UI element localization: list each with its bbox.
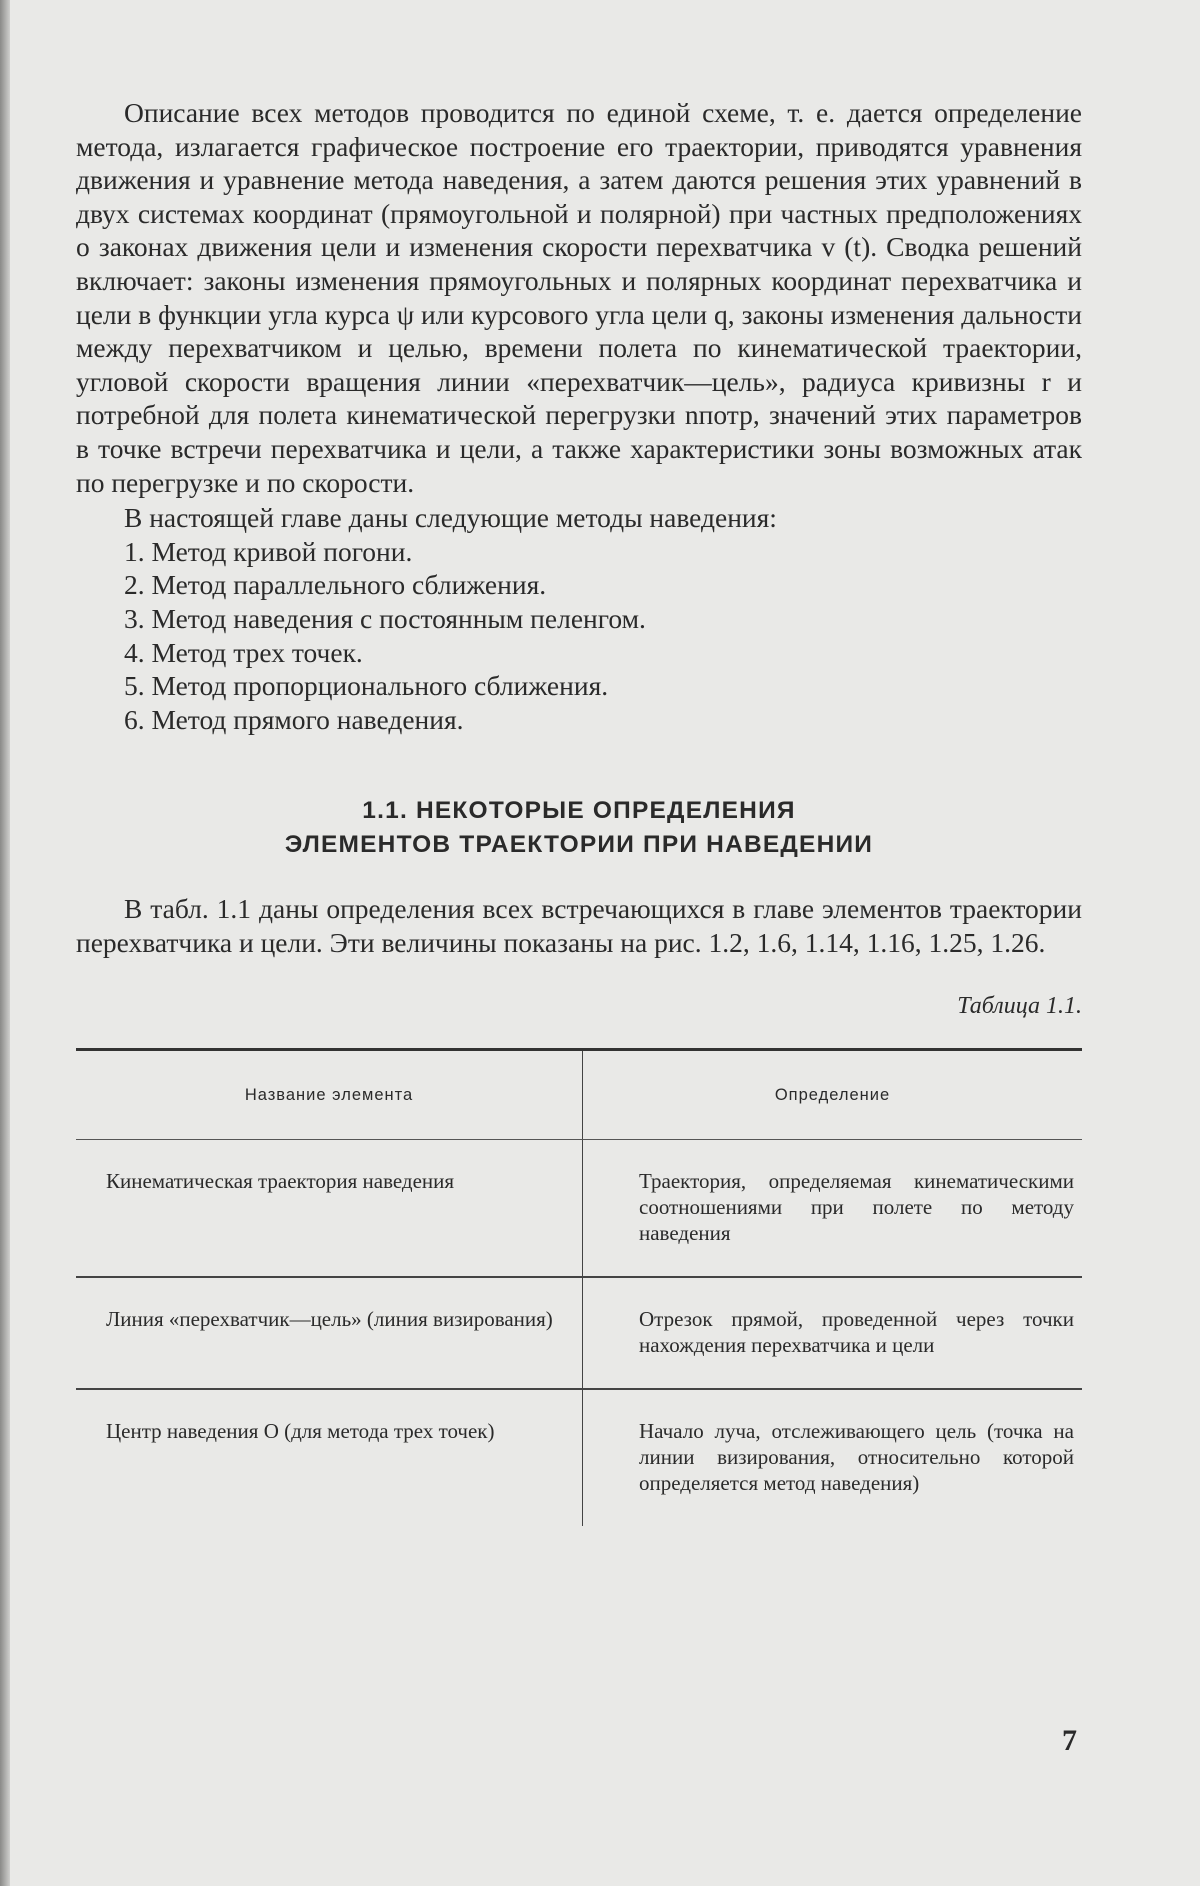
definitions-table xyxy=(76,1048,1082,1526)
table-row xyxy=(76,1277,1082,1389)
section-heading-line: 1.1. НЕКОТОРЫЕ ОПРЕДЕЛЕНИЯ xyxy=(362,797,796,825)
page-content xyxy=(76,96,1082,1526)
element-definition-cell: Траектория, определяемая кинематическими соотношениями при полете по методу наведения xyxy=(583,1140,1083,1278)
intro-paragraph: Описание всех методов проводится по единой схеме, т. е. дается определение метода, излагается графическое построение его траектории, приводятся уравнения движения и уравнение метода наведения, а затем даются решения этих уравнений в двух системах координат (прямоугольной и полярной) при частных предположениях о законах движения цели и изменения скорости перехватчика v (t). Сводка решений включает: законы изменения прямоугольных и полярных координат перехватчика и цели в функции угла курса ψ или курсового угла цели q, законы изменения дальности между перехватчиком и целью, времени полета по кинематической траектории, угловой скорости вращения линии «перехватчик—цель», радиуса кривизны r и потребной для полета кинематической перегрузки nпотр, значений этих параметров в точке встречи перехватчика и цели, а также характеристики зоны возможных атак по перегрузке и по скорости. xyxy=(76,97,1082,498)
table-row xyxy=(76,1389,1082,1526)
table-intro-paragraph: В табл. 1.1 даны определения всех встречающихся в главе элементов траектории перехватчика и цели. Эти величины показаны на рис. 1.2, 1.6, 1.14, 1.16, 1.25, 1.26. xyxy=(76,893,1082,958)
element-name-cell: Линия «перехватчик—цель» (линия визирования) xyxy=(76,1277,583,1389)
page-number: 7 xyxy=(1062,1724,1077,1757)
list-item: 5. Метод пропорционального сближения. xyxy=(124,670,609,702)
page-binding-edge xyxy=(0,0,10,1886)
element-name-cell: Кинематическая траектория наведения xyxy=(76,1140,583,1278)
list-item: 3. Метод наведения с постоянным пеленгом. xyxy=(124,602,646,634)
table-row xyxy=(76,1140,1082,1278)
element-definition-cell: Отрезок прямой, проведенной через точки нахождения перехватчика и цели xyxy=(583,1277,1083,1389)
element-name-cell: Центр наведения O (для метода трех точек) xyxy=(76,1389,583,1526)
methods-list-intro: В настоящей главе даны следующие методы наведения: xyxy=(124,502,777,534)
list-item: 2. Метод параллельного сближения. xyxy=(124,569,547,601)
table-header-row xyxy=(76,1050,1082,1140)
element-definition-cell: Начало луча, отслеживающего цель (точка на линии визирования, относительно которой определяется метод наведения) xyxy=(639,1419,1074,1496)
list-item: 1. Метод кривой погони. xyxy=(124,535,413,567)
section-heading xyxy=(76,794,1082,862)
column-header-name: Название элемента xyxy=(76,1050,583,1140)
section-heading-line: ЭЛЕМЕНТОВ ТРАЕКТОРИИ ПРИ НАВЕДЕНИИ xyxy=(284,831,874,859)
methods-list xyxy=(76,535,1082,737)
list-item: 6. Метод прямого наведения. xyxy=(124,703,464,735)
column-header-definition: Определение xyxy=(583,1050,1083,1140)
list-item: 4. Метод трех точек. xyxy=(124,636,363,668)
table-caption: Таблица 1.1. xyxy=(957,993,1082,1020)
